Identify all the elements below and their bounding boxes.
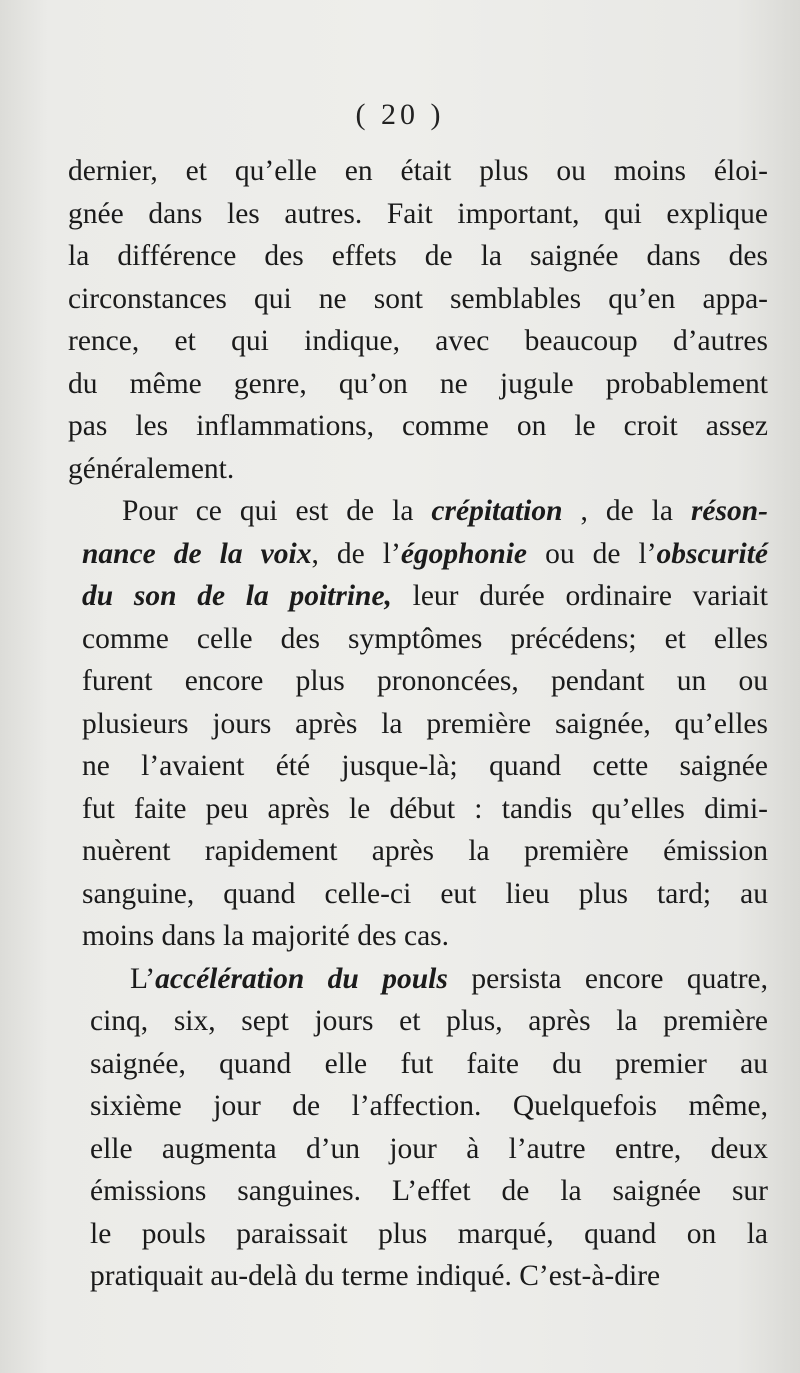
italic-phrase: du son de la poitrine, [82, 580, 392, 612]
text-run: plusieurs jours après la première saignée, qu’elles [82, 707, 768, 740]
text-line [90, 1043, 768, 1086]
text-line [90, 1213, 768, 1256]
text-run: elle augmenta d’un jour à l’autre entre, deux [90, 1132, 768, 1165]
text-line [68, 150, 768, 193]
text-run: dernier, et qu’elle en était plus ou moins éloi- [68, 155, 768, 187]
text-run: le pouls paraissait plus marqué, quand on la [90, 1217, 768, 1250]
text-run: du même genre, qu’on ne jugule probablement [68, 367, 768, 400]
italic-phrase: nance de la voix [82, 537, 312, 570]
text-line [90, 1128, 768, 1171]
text-run: , de l’ [311, 537, 401, 570]
text-line [90, 958, 768, 1001]
text-line [68, 448, 768, 491]
text-run: saignée, quand elle fut faite du premier au [90, 1047, 768, 1080]
text-line [82, 575, 768, 618]
text-line [82, 618, 768, 661]
paragraph [82, 490, 768, 958]
text-run: pratiquait au-delà du terme indiqué. C’est-à-dire [90, 1260, 661, 1292]
text-run: cinq, six, sept jours et plus, après la première [90, 1005, 768, 1037]
text-run: gnée dans les autres. Fait important, qui explique [68, 197, 768, 230]
text-run: nuèrent rapidement après la première émission [82, 835, 768, 867]
text-run: L’ [130, 962, 156, 995]
text-line [82, 788, 768, 831]
italic-phrase: crépitation [431, 495, 563, 527]
text-run: ou de l’ [527, 537, 657, 570]
text-line [68, 320, 768, 363]
text-run: ne l’avaient été jusque-là; quand cette saignée [82, 750, 768, 782]
text-line [90, 1170, 768, 1213]
text-run: circonstances qui ne sont semblables qu’en appa- [68, 282, 768, 315]
text-run: émissions sanguines. L’effet de la saignée sur [90, 1175, 768, 1207]
italic-phrase: accélération du pouls [155, 962, 448, 995]
text-line [68, 405, 768, 448]
text-line [90, 1000, 768, 1043]
text-run: fut faite peu après le début : tandis qu’elles dimi- [82, 792, 768, 825]
text-run: , de la [562, 495, 691, 527]
text-line [90, 1085, 768, 1128]
text-run: leur durée ordinaire variait [391, 580, 769, 612]
text-line [82, 660, 768, 703]
text-run: rence, et qui indique, avec beaucoup d’autres [68, 325, 768, 357]
text-line [68, 363, 768, 406]
text-line [82, 830, 768, 873]
paragraph [68, 150, 768, 490]
text-run: comme celle des symptômes précédens; et elles [82, 622, 768, 655]
italic-phrase: égophonie [400, 537, 528, 570]
italic-phrase: obscurité [656, 537, 768, 570]
text-line [82, 533, 768, 576]
text-run: sixième jour de l’affection. Quelquefois même, [90, 1090, 768, 1122]
text-run: la différence des effets de la saignée dans des [68, 240, 768, 272]
text-run: généralement. [68, 452, 235, 485]
body-text [68, 150, 768, 1298]
text-line [82, 915, 768, 958]
text-run: pas les inflammations, comme on le croit assez [68, 410, 768, 442]
text-line [68, 278, 768, 321]
text-run: persista encore quatre, [447, 962, 768, 995]
text-line [82, 703, 768, 746]
text-run: furent encore plus prononcées, pendant un ou [82, 665, 768, 697]
paragraph [90, 958, 768, 1298]
text-run: sanguine, quand celle-ci eut lieu plus tard; au [82, 877, 768, 910]
text-run: moins dans la majorité des cas. [82, 920, 450, 952]
italic-phrase: réson- [690, 495, 768, 527]
text-line [82, 745, 768, 788]
page-number: ( 20 ) [355, 98, 445, 131]
text-line [68, 193, 768, 236]
text-line [90, 1255, 768, 1298]
text-line [82, 490, 768, 533]
text-line [82, 873, 768, 916]
text-run: Pour ce qui est de la [122, 495, 432, 527]
text-line [68, 235, 768, 278]
